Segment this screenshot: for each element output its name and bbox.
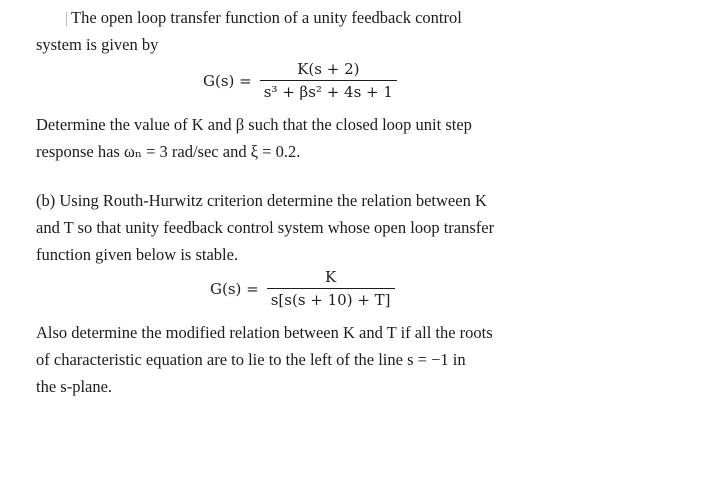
equation-a-denominator: s³ + βs² + 4s + 1 — [260, 80, 397, 101]
transfer-function-equation-a — [203, 60, 397, 101]
equation-b-denominator: s[s(s + 10) + T] — [267, 288, 395, 309]
problem-a-task-line2: response has ωₙ = 3 rad/sec and ξ = 0.2. — [36, 142, 301, 161]
equation-a-numerator: K(s + 2) — [297, 60, 360, 78]
problem-b-task-line2: of characteristic equation are to lie to the left of the line s = −1 in — [36, 350, 466, 369]
problem-b-task-line3: the s-plane. — [36, 377, 113, 396]
equation-b-fraction — [267, 268, 395, 309]
problem-a-task-line1: Determine the value of K and β such that the closed loop unit step — [36, 115, 472, 134]
problem-a-intro-line1: The open loop transfer function of a unity feedback control — [71, 8, 462, 27]
problem-b-intro-line2: and T so that unity feedback control system whose open loop transfer — [36, 218, 495, 237]
problem-b-task-line1: Also determine the modified relation between K and T if all the roots — [36, 323, 493, 342]
problem-b-intro — [36, 187, 596, 268]
problem-b-task — [36, 319, 596, 400]
problem-a-intro-line2: system is given by — [36, 35, 159, 54]
equation-a-lhs: G(s) = — [203, 71, 252, 90]
problem-b-intro-line3: function given below is stable. — [36, 245, 239, 264]
problem-b-intro-line1: (b) Using Routh-Hurwitz criterion determine the relation between K — [36, 191, 487, 210]
problem-a-task — [36, 111, 596, 165]
problem-a-intro — [36, 4, 596, 58]
equation-b-lhs: G(s) = — [210, 279, 259, 298]
equation-b-numerator: K — [325, 268, 337, 286]
equation-a-fraction — [260, 60, 397, 101]
transfer-function-equation-b — [210, 268, 395, 309]
